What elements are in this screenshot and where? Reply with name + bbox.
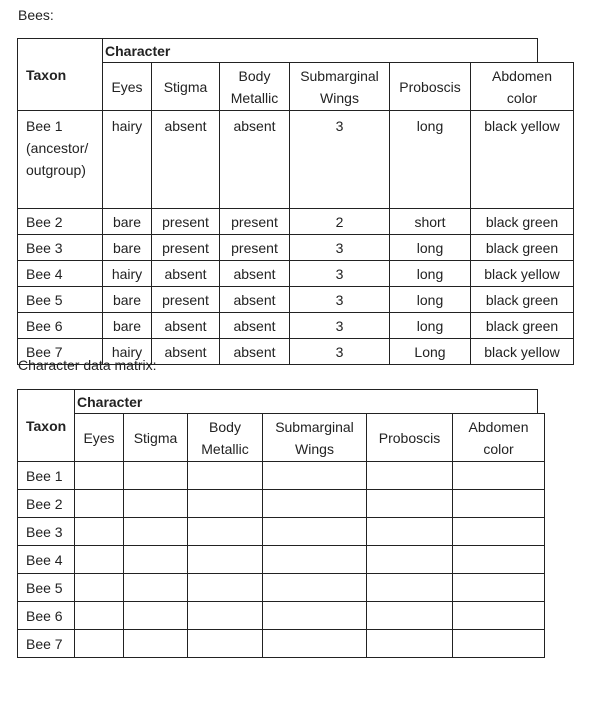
data-cell: long xyxy=(390,313,471,339)
bees-heading: Bees: xyxy=(18,7,54,23)
empty-cell[interactable] xyxy=(188,546,263,574)
taxon-header: Taxon xyxy=(18,390,75,462)
col-header-eyes: Eyes xyxy=(103,63,152,111)
empty-cell[interactable] xyxy=(367,462,453,490)
empty-cell[interactable] xyxy=(453,574,545,602)
data-cell: hairy xyxy=(103,111,152,209)
matrix-heading: Character data matrix: xyxy=(18,357,157,373)
data-cell: long xyxy=(390,111,471,209)
empty-cell[interactable] xyxy=(453,518,545,546)
data-cell: absent xyxy=(220,339,290,365)
empty-cell[interactable] xyxy=(75,630,124,658)
empty-cell[interactable] xyxy=(75,546,124,574)
empty-cell[interactable] xyxy=(188,462,263,490)
col-header-abdomen-color: Abdomen color xyxy=(453,414,545,462)
empty-cell[interactable] xyxy=(188,490,263,518)
empty-cell[interactable] xyxy=(367,574,453,602)
empty-cell[interactable] xyxy=(367,630,453,658)
empty-cell[interactable] xyxy=(367,490,453,518)
data-cell: black green xyxy=(471,287,574,313)
col-header-body-metallic: Body Metallic xyxy=(188,414,263,462)
character-matrix-table xyxy=(17,389,545,658)
data-cell: present xyxy=(152,235,220,261)
data-cell: 3 xyxy=(290,235,390,261)
data-cell: absent xyxy=(220,261,290,287)
data-cell: black yellow xyxy=(471,111,574,209)
data-cell: present xyxy=(220,209,290,235)
empty-cell[interactable] xyxy=(124,518,188,546)
empty-cell[interactable] xyxy=(124,602,188,630)
empty-cell[interactable] xyxy=(453,546,545,574)
data-cell: hairy xyxy=(103,261,152,287)
taxon-cell: Bee 3 xyxy=(18,518,75,546)
data-cell: present xyxy=(152,287,220,313)
empty-cell[interactable] xyxy=(188,602,263,630)
empty-cell[interactable] xyxy=(453,602,545,630)
taxon-cell: Bee 7 xyxy=(18,339,103,365)
col-header-submarginal-wings: Submarginal Wings xyxy=(263,414,367,462)
empty-cell[interactable] xyxy=(263,490,367,518)
data-cell: present xyxy=(220,235,290,261)
data-cell: black yellow xyxy=(471,261,574,287)
empty-cell[interactable] xyxy=(453,462,545,490)
empty-cell[interactable] xyxy=(263,462,367,490)
character-header: Character xyxy=(75,390,538,414)
empty-cell[interactable] xyxy=(367,546,453,574)
col-header-submarginal-wings: Submarginal Wings xyxy=(290,63,390,111)
empty-cell[interactable] xyxy=(75,518,124,546)
col-header-proboscis: Proboscis xyxy=(367,414,453,462)
data-cell: absent xyxy=(220,111,290,209)
data-cell: absent xyxy=(220,313,290,339)
col-header-abdomen-color: Abdomen color xyxy=(471,63,574,111)
data-cell: black green xyxy=(471,313,574,339)
data-cell: absent xyxy=(152,339,220,365)
empty-cell[interactable] xyxy=(263,602,367,630)
taxon-cell: Bee 4 xyxy=(18,546,75,574)
data-cell: short xyxy=(390,209,471,235)
data-cell: present xyxy=(152,209,220,235)
data-cell: black green xyxy=(471,235,574,261)
taxon-cell: Bee 3 xyxy=(18,235,103,261)
empty-cell[interactable] xyxy=(263,630,367,658)
col-header-proboscis: Proboscis xyxy=(390,63,471,111)
col-header-stigma: Stigma xyxy=(124,414,188,462)
taxon-cell: Bee 7 xyxy=(18,630,75,658)
empty-cell[interactable] xyxy=(263,546,367,574)
empty-cell[interactable] xyxy=(188,630,263,658)
empty-cell[interactable] xyxy=(124,546,188,574)
empty-cell[interactable] xyxy=(75,490,124,518)
data-cell: 3 xyxy=(290,111,390,209)
taxon-cell: Bee 4 xyxy=(18,261,103,287)
col-header-stigma: Stigma xyxy=(152,63,220,111)
empty-cell[interactable] xyxy=(453,630,545,658)
empty-cell[interactable] xyxy=(124,490,188,518)
taxon-cell: Bee 5 xyxy=(18,287,103,313)
empty-cell[interactable] xyxy=(188,574,263,602)
empty-cell[interactable] xyxy=(124,574,188,602)
data-cell: absent xyxy=(220,287,290,313)
data-cell: black yellow xyxy=(471,339,574,365)
col-header-body-metallic: Body Metallic xyxy=(220,63,290,111)
taxon-cell: Bee 2 xyxy=(18,209,103,235)
empty-cell[interactable] xyxy=(263,518,367,546)
data-cell: absent xyxy=(152,261,220,287)
character-header: Character xyxy=(103,39,538,63)
empty-cell[interactable] xyxy=(453,490,545,518)
data-cell: 2 xyxy=(290,209,390,235)
data-cell: 3 xyxy=(290,313,390,339)
data-cell: 3 xyxy=(290,287,390,313)
empty-cell[interactable] xyxy=(124,462,188,490)
data-cell: bare xyxy=(103,313,152,339)
data-cell: black green xyxy=(471,209,574,235)
empty-cell[interactable] xyxy=(367,518,453,546)
data-cell: long xyxy=(390,261,471,287)
taxon-cell: Bee 1 xyxy=(18,462,75,490)
data-cell: bare xyxy=(103,235,152,261)
taxon-header: Taxon xyxy=(18,39,103,111)
empty-cell[interactable] xyxy=(367,602,453,630)
data-cell: bare xyxy=(103,287,152,313)
data-cell: absent xyxy=(152,111,220,209)
data-cell: 3 xyxy=(290,339,390,365)
empty-cell[interactable] xyxy=(124,630,188,658)
bees-table xyxy=(17,38,574,365)
data-cell: bare xyxy=(103,209,152,235)
data-cell: long xyxy=(390,235,471,261)
taxon-cell: Bee 5 xyxy=(18,574,75,602)
taxon-cell: Bee 6 xyxy=(18,313,103,339)
empty-cell[interactable] xyxy=(75,602,124,630)
col-header-eyes: Eyes xyxy=(75,414,124,462)
empty-cell[interactable] xyxy=(75,574,124,602)
data-cell: absent xyxy=(152,313,220,339)
empty-cell[interactable] xyxy=(75,462,124,490)
taxon-cell: Bee 6 xyxy=(18,602,75,630)
taxon-cell: Bee 1 (ancestor/ outgroup) xyxy=(18,111,103,209)
taxon-cell: Bee 2 xyxy=(18,490,75,518)
data-cell: Long xyxy=(390,339,471,365)
data-cell: long xyxy=(390,287,471,313)
data-cell: 3 xyxy=(290,261,390,287)
data-cell: hairy xyxy=(103,339,152,365)
empty-cell[interactable] xyxy=(188,518,263,546)
empty-cell[interactable] xyxy=(263,574,367,602)
